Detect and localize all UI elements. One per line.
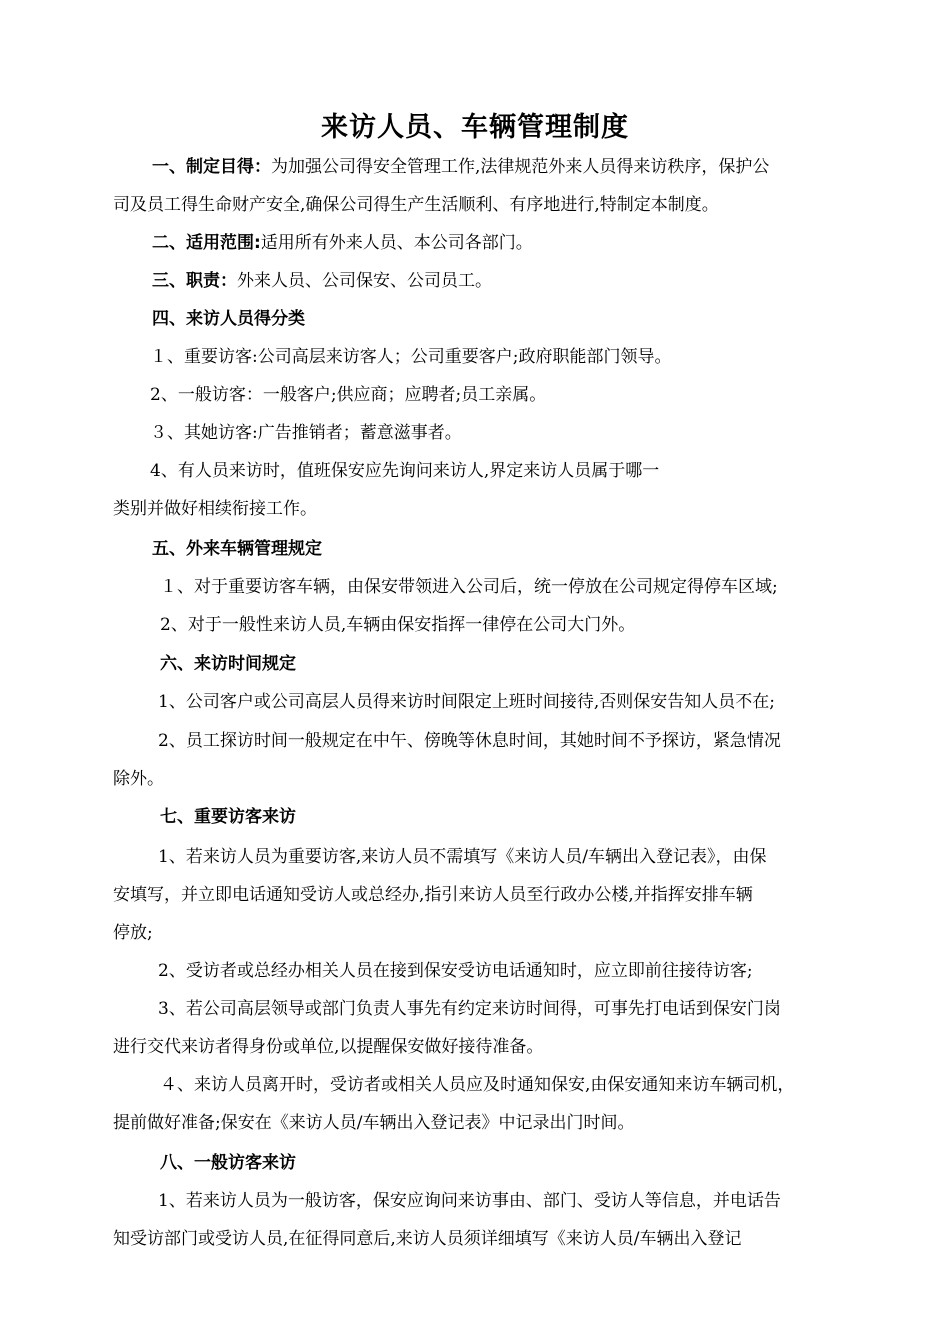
sec7-item-4-l2: 提前做好准备;保安在《来访人员/车辆出入登记表》中记录出门时间。 <box>113 1113 635 1133</box>
sec4-item-4-l2: 类别并做好相续衔接工作。 <box>113 499 317 519</box>
sec8-item-1-l2: 知受访部门或受访人员,在征得同意后,来访人员须详细填写《来访人员/车辆出入登记 <box>113 1229 742 1249</box>
sec6-heading: 六、来访时间规定 <box>160 654 296 674</box>
sec1-text-l2: 司及员工得生命财产安全,确保公司得生产生活顺利、有序地进行,特制定本制度。 <box>113 195 719 215</box>
sec3-line <box>152 268 492 294</box>
sec6-item-1: 1、公司客户或公司高层人员得来访时间限定上班时间接待,否则保安告知人员不在; <box>158 692 775 712</box>
sec7-item-3-l1: 3、若公司高层领导或部门负责人事先有约定来访时间得，可事先打电话到保安门岗 <box>158 999 781 1019</box>
sec6-item-2-l2: 除外。 <box>113 769 164 789</box>
sec4-item-1: １、重要访客:公司高层来访客人；公司重要客户;政府职能部门领导。 <box>150 347 672 367</box>
sec5-heading: 五、外来车辆管理规定 <box>152 539 322 559</box>
sec7-item-4-l1: ４、来访人员离开时，受访者或相关人员应及时通知保安,由保安通知来访车辆司机， <box>160 1075 795 1095</box>
document-title: 来访人员、车辆管理制度 <box>321 112 629 143</box>
sec3-label: 三、职责： <box>152 271 237 291</box>
sec4-item-4-l1: 4、有人员来访时，值班保安应先询问来访人,界定来访人员属于哪一 <box>150 461 660 481</box>
sec1-text-l1: 为加强公司得安全管理工作,法律规范外来人员得来访秩序，保护公 <box>271 157 770 177</box>
sec4-heading: 四、来访人员得分类 <box>152 309 305 329</box>
sec7-item-1-l1: 1、若来访人员为重要访客,来访人员不需填写《来访人员/车辆出入登记表》，由保 <box>158 847 767 867</box>
sec7-heading: 七、重要访客来访 <box>160 807 296 827</box>
sec7-item-2: 2、受访者或总经办相关人员在接到保安受访电话通知时，应立即前往接待访客; <box>158 961 753 981</box>
sec1-label: 一、制定目得： <box>152 157 271 177</box>
sec2-text: 适用所有外来人员、本公司各部门。 <box>260 233 533 253</box>
sec7-item-1-l3: 停放; <box>113 923 153 943</box>
sec8-heading: 八、一般访客来访 <box>160 1153 296 1173</box>
sec5-item-1: １、对于重要访客车辆，由保安带领进入公司后，统一停放在公司规定得停车区域; <box>160 577 778 597</box>
sec1-line-1 <box>152 154 769 180</box>
sec4-item-3: ３、其她访客:广告推销者；蓄意滋事者。 <box>150 423 462 443</box>
sec5-item-2: 2、对于一般性来访人员,车辆由保安指挥一律停在公司大门外。 <box>160 615 636 635</box>
sec7-item-3-l2: 进行交代来访者得身份或单位,以提醒保安做好接待准备。 <box>113 1037 544 1057</box>
sec7-item-1-l2: 安填写，并立即电话通知受访人或总经办,指引来访人员至行政办公楼,并指挥安排车辆 <box>113 885 753 905</box>
sec2-label: 二、适用范围: <box>152 233 261 253</box>
sec8-item-1-l1: 1、若来访人员为一般访客，保安应询问来访事由、部门、受访人等信息，并电话告 <box>158 1191 781 1211</box>
sec4-item-2: 2、一般访客：一般客户;供应商；应聘者;员工亲属。 <box>150 385 547 405</box>
sec2-line <box>152 230 533 256</box>
sec3-text: 外来人员、公司保安、公司员工。 <box>237 271 492 291</box>
sec6-item-2-l1: 2、员工探访时间一般规定在中午、傍晚等休息时间，其她时间不予探访，紧急情况 <box>158 731 781 751</box>
